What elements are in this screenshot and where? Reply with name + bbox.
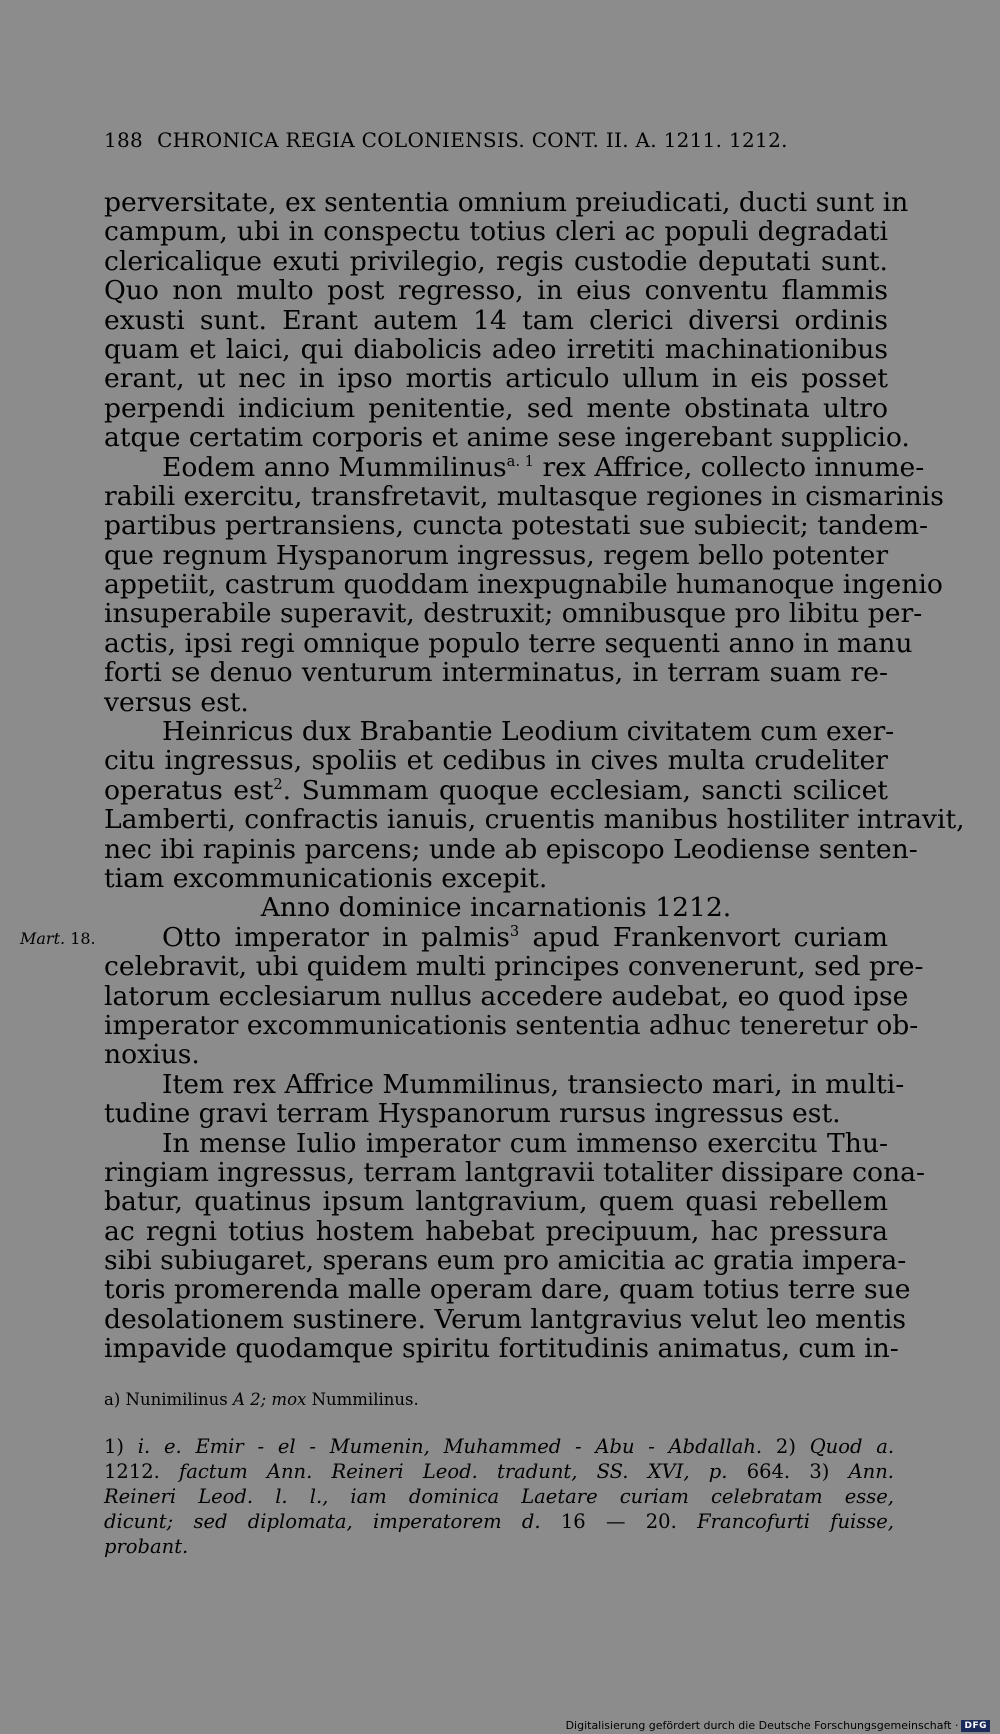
variant-marker: a) [104,1390,121,1409]
credit-text: Digitalisierung gefördert durch die Deutsche Forschungsgemeinschaft · [565,1719,959,1732]
text-line: insuperabile superavit, destruxit; omnibusque pro libitu per- [104,598,923,630]
margin-day: 18. [70,929,96,948]
variant-reading: Nunimilinus [125,1390,228,1409]
text-line: erant, ut nec in ipso mortis articulo ullum in eis posset [104,363,888,395]
text-line: ac regni totius hostem habebat precipuum, hac pressura [104,1215,888,1247]
footnote-line: probant. [104,1535,189,1558]
footnote-marker: 3) [809,1460,830,1483]
footnote-text: Francofurti fuisse, [697,1510,895,1533]
footnote-text: Ann. [848,1460,894,1483]
text-line: nec ibi rapinis parcens; unde ab episcopo Leodiense senten- [104,833,918,865]
text-line: que regnum Hyspanorum ingressus, regem bello potenter [104,539,889,571]
footnote-text: 664. [746,1460,791,1483]
footnotes [104,1434,894,1559]
text-segment: Eodem anno Mummilinus [162,451,507,483]
text-line: noxius. [104,1039,200,1071]
text-line: clericalique exuti privilegio, regis custodie deputati sunt. [104,245,888,277]
text-line: sibi subiugaret, sperans eum pro amicitia ac gratia impera- [104,1245,907,1277]
text-line: impavide quodamque spiritu fortitudinis animatus, cum in- [104,1333,899,1365]
text-line: appetiit, castrum quoddam inexpugnabile humanoque ingenio [104,569,943,601]
text-line: Lamberti, confractis ianuis, cruentis manibus hostiliter intravit, [104,804,965,836]
text-line: exusti sunt. Erant autem 14 tam clerici diversi ordinis [104,304,888,336]
text-line: tudine gravi terram Hyspanorum rursus ingressus est. [104,1098,841,1130]
text-line: Heinricus dux Brabantie Leodium civitatem cum exer- [162,716,895,748]
margin-month: Mart. [20,929,66,948]
text-line: perpendi indicium penitentie, sed mente obstinata ultro [104,392,888,424]
text-line: Quo non multo post regresso, in eius conventu flammis [104,275,888,307]
text-line: actis, ipsi regi omnique populo terre sequenti anno in manu [104,627,913,659]
footnote-ref: 3 [509,922,520,940]
footnote-text: dicunt; sed diplomata, imperatorem d. [104,1510,541,1533]
footnote-line [104,1509,894,1534]
digitization-credit [566,1719,990,1732]
footnote-text: factum Ann. Reineri Leod. tradunt, SS. XVI, p. [179,1460,728,1483]
main-text [104,187,965,1365]
text-line: rabili exercitu, transfretavit, multasque regiones in cismarinis [104,480,944,512]
year-heading: Anno dominice incarnationis 1212. [260,892,732,924]
text-line: atque certatim corporis et anime sese ingerebant supplicio. [104,422,910,454]
footnote-line: Reineri Leod. l. l., iam dominica Laetare curiam celebratam esse, [104,1485,894,1508]
footnote-marker: 1) [104,1435,125,1458]
text-line: celebravit, ubi quidem multi principes convenerunt, sed pre- [104,951,924,983]
text-line: versus est. [104,686,249,718]
footnote-text: 1212. [104,1460,160,1483]
footnote-line [104,1434,894,1459]
text-line: In mense Iulio imperator cum immenso exercitu Thu- [162,1127,888,1159]
text-segment: rex Affrice, collecto innume- [542,451,925,483]
footnote-text: Quod a. [809,1435,895,1458]
text-line: latorum ecclesiarum nullus accedere audebat, eo quod ipse [104,980,909,1012]
text-line: perversitate, ex sententia omnium preiudicati, ducti sunt in [104,187,909,218]
text-segment: operatus est [104,774,274,806]
text-line: citu ingressus, spoliis et cedibus in cives multa crudeliter [104,745,888,777]
footnote-text: i. e. Emir - el - Mumenin, Muhammed - Abu - Abdallah. [137,1435,763,1458]
text-line: campum, ubi in conspectu totius cleri ac populi degradati [104,216,888,248]
text-line: quam et laici, qui diabolicis adeo irretiti machinationibus [104,333,888,365]
text-line: desolationem sustinere. Verum lantgravius velut leo mentis [104,1303,907,1335]
running-header [104,128,860,152]
text-line: batur, quatinus ipsum lantgravium, quem quasi rebellem [104,1186,888,1218]
variant-siglum: A 2; [232,1390,267,1409]
margin-date [20,929,96,948]
text-line: toris promerenda malle operam dare, quam totius terre sue [104,1274,911,1306]
text-line [104,776,888,805]
text-segment: . Summam quoque ecclesiam, sancti scilicet [282,774,888,806]
footnote-line [104,1459,894,1484]
text-line: imperator excommunicationis sententia adhuc teneretur ob- [104,1009,919,1041]
text-line: Item rex Affrice Mummilinus, transiecto mari, in multi- [162,1068,905,1100]
text-line: tiam excommunicationis excepit. [104,862,548,894]
text-line [104,923,888,952]
footnote-text: 16 — 20. [560,1510,677,1533]
variant-footnote [104,1390,894,1409]
text-line [104,451,925,483]
text-segment: Otto imperator in palmis [162,921,510,953]
text-line: ringiam ingressus, terram lantgravii totaliter dissipare cona- [104,1156,925,1188]
footnote-ref: 2 [273,775,283,793]
page-number: 188 [104,128,144,152]
variant-mox: mox [271,1390,307,1409]
text-line: forti se denuo venturum interminatus, in terram suam re- [104,657,888,689]
footnote-marker: 2) [775,1435,796,1458]
running-title: CHRONICA REGIA COLONIENSIS. CONT. II. A. 1211. 1212. [157,128,788,152]
variant-reading-2: Nummilinus. [311,1390,419,1409]
text-line: partibus pertransiens, cuncta potestati sue subiecit; tandem- [104,510,928,542]
text-segment: apud Frankenvort curiam [519,921,888,953]
dfg-logo-icon: DFG [961,1720,990,1732]
footnote-ref: a. 1 [506,452,534,470]
